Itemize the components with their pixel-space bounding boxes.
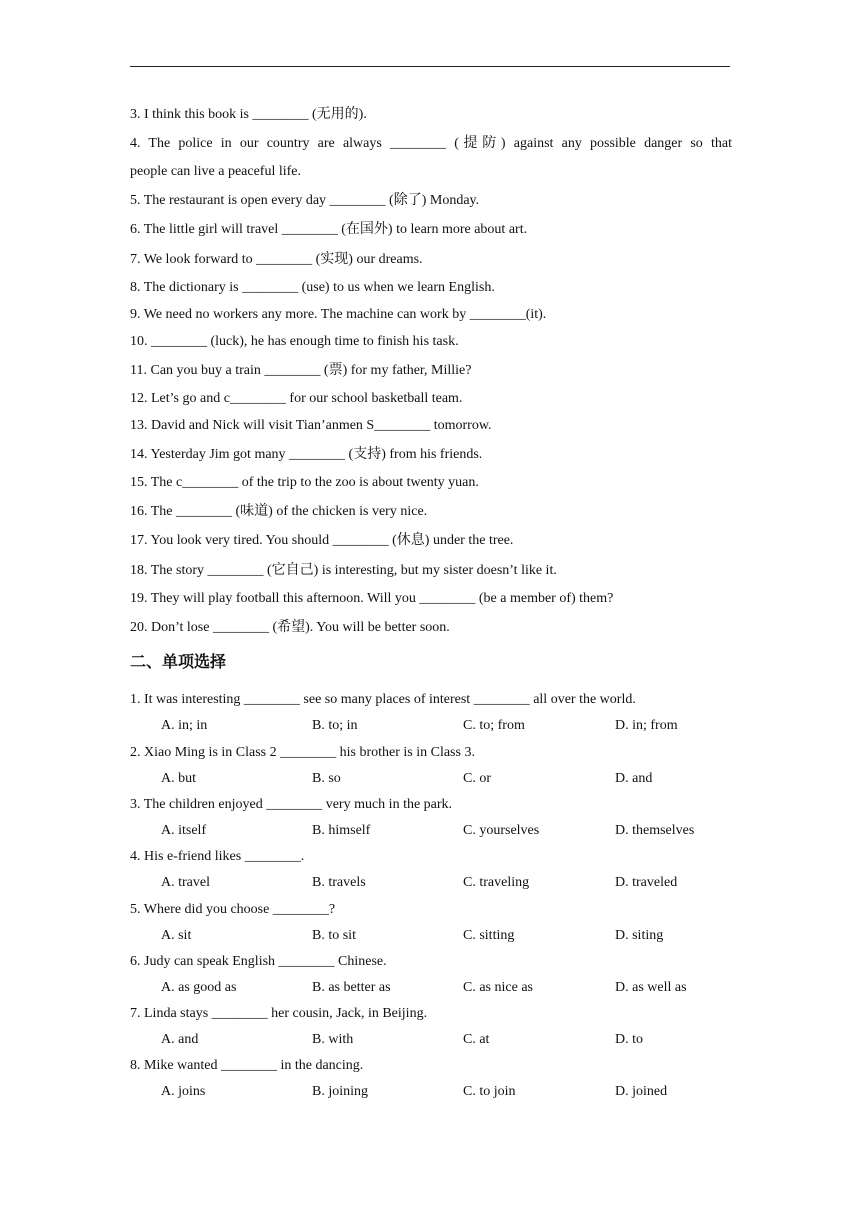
mc-option: A. as good as xyxy=(161,980,237,995)
fill-item-4-continued: people can live a peaceful life. xyxy=(130,164,302,179)
mc-option: D. traveled xyxy=(615,875,678,890)
fill-item-19: 19. They will play football this afternoon. Will you ________ (be a member of) them? xyxy=(130,591,614,606)
fill-item-4: 4. The police in our country are always ________ (提防) against any possible danger so that xyxy=(130,136,732,151)
mc-option: C. yourselves xyxy=(463,823,540,838)
mc-option: B. himself xyxy=(312,823,371,838)
fill-item-18: 18. The story ________ (它自己) is interesting, but my sister doesn’t like it. xyxy=(130,563,557,578)
mc-option: A. and xyxy=(161,1032,199,1047)
fill-item-9: 9. We need no workers any more. The machine can work by ________(it). xyxy=(130,307,547,322)
mc-question-3: 3. The children enjoyed ________ very much in the park. xyxy=(130,797,453,812)
mc-option: C. or xyxy=(463,771,491,786)
mc-question-1: 1. It was interesting ________ see so many places of interest ________ all over the world. xyxy=(130,692,636,707)
header-rule xyxy=(130,66,730,67)
fill-item-8: 8. The dictionary is ________ (use) to us when we learn English. xyxy=(130,280,495,295)
mc-question-8: 8. Mike wanted ________ in the dancing. xyxy=(130,1058,364,1073)
mc-option: B. joining xyxy=(312,1084,369,1099)
mc-question-6: 6. Judy can speak English ________ Chinese. xyxy=(130,954,387,969)
mc-question-5: 5. Where did you choose ________? xyxy=(130,902,336,917)
mc-option: A. travel xyxy=(161,875,210,890)
mc-option: C. as nice as xyxy=(463,980,533,995)
mc-option: A. sit xyxy=(161,928,192,943)
mc-option: D. as well as xyxy=(615,980,687,995)
fill-item-15: 15. The c________ of the trip to the zoo is about twenty yuan. xyxy=(130,475,479,490)
mc-question-4: 4. His e-friend likes ________. xyxy=(130,849,305,864)
mc-question-2: 2. Xiao Ming is in Class 2 ________ his brother is in Class 3. xyxy=(130,745,475,760)
fill-item-14: 14. Yesterday Jim got many ________ (支持) from his friends. xyxy=(130,447,483,462)
mc-option: A. but xyxy=(161,771,196,786)
fill-item-10: 10. ________ (luck), he has enough time to finish his task. xyxy=(130,334,459,349)
mc-option: A. itself xyxy=(161,823,207,838)
mc-option: D. themselves xyxy=(615,823,695,838)
mc-option: B. so xyxy=(312,771,341,786)
mc-option: D. and xyxy=(615,771,653,786)
fill-item-12: 12. Let’s go and c________ for our school basketball team. xyxy=(130,391,463,406)
mc-option: D. siting xyxy=(615,928,664,943)
mc-option: B. travels xyxy=(312,875,366,890)
mc-option: B. with xyxy=(312,1032,354,1047)
mc-option: D. joined xyxy=(615,1084,668,1099)
mc-option: C. sitting xyxy=(463,928,515,943)
mc-option: B. as better as xyxy=(312,980,391,995)
mc-option: D. in; from xyxy=(615,718,678,733)
fill-item-13: 13. David and Nick will visit Tian’anmen S________ tomorrow. xyxy=(130,418,492,433)
mc-option: A. joins xyxy=(161,1084,206,1099)
fill-item-3: 3. I think this book is ________ (无用的). xyxy=(130,107,367,122)
fill-item-7: 7. We look forward to ________ (实现) our dreams. xyxy=(130,252,423,267)
fill-item-6: 6. The little girl will travel ________ (在国外) to learn more about art. xyxy=(130,222,528,237)
mc-option: D. to xyxy=(615,1032,643,1047)
mc-option: A. in; in xyxy=(161,718,208,733)
section-heading: 二、单项选择 xyxy=(130,652,227,671)
fill-item-5: 5. The restaurant is open every day ________ (除了) Monday. xyxy=(130,193,480,208)
fill-item-20: 20. Don’t lose ________ (希望). You will be better soon. xyxy=(130,620,450,635)
fill-item-17: 17. You look very tired. You should ________ (休息) under the tree. xyxy=(130,533,514,548)
mc-option: C. to; from xyxy=(463,718,525,733)
mc-option: C. traveling xyxy=(463,875,530,890)
mc-question-7: 7. Linda stays ________ her cousin, Jack, in Beijing. xyxy=(130,1006,428,1021)
mc-option: B. to; in xyxy=(312,718,358,733)
mc-option: B. to sit xyxy=(312,928,356,943)
fill-item-16: 16. The ________ (味道) of the chicken is very nice. xyxy=(130,504,428,519)
mc-option: C. to join xyxy=(463,1084,516,1099)
fill-item-11: 11. Can you buy a train ________ (票) for my father, Millie? xyxy=(130,363,472,378)
mc-option: C. at xyxy=(463,1032,490,1047)
